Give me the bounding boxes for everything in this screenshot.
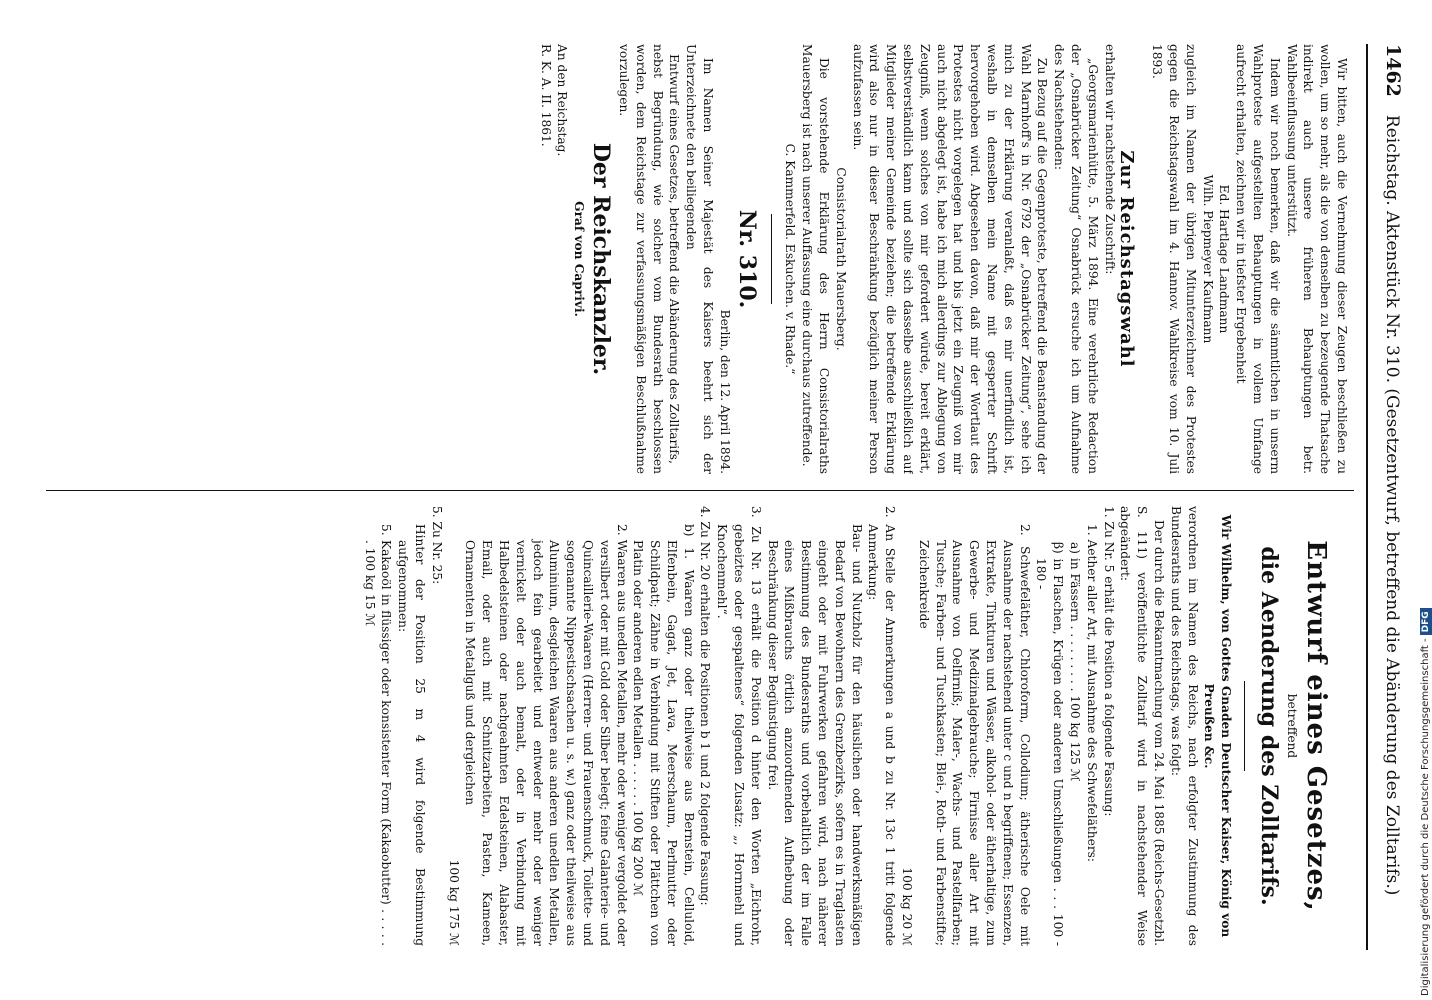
signer-name: Graf von Caprivi.: [572, 201, 587, 317]
credit-text: Digitalisierung gefördert durch die Deutsche Forschungsgemeinschaft -: [1420, 638, 1431, 996]
article: 2. An Stelle der Anmerkungen a und b zu Nr. 13c 1 tritt folgende Anmerkung:: [866, 506, 898, 946]
paragraph: Im Namen Seiner Majestät des Kaisers beehrt sich der Unterzeichnete den beiliegenden: [684, 44, 715, 474]
article: 4. Zu Nr. 20 erhalten die Positionen b 1 und 2 folgende Fassung:: [698, 506, 713, 906]
article-sub: 5. Kakaoöl in flüssiger oder konsistenter Form (Kakaobutter) . . . . . . 100 kg 15 ℳ: [362, 524, 394, 946]
bill-heading: Entwurf eines Gesetzes,: [1301, 540, 1331, 912]
right-column: [46, 506, 1350, 946]
article-sub: 1. Aether aller Art, mit Ausnahme des Schwefeläthers:: [1084, 524, 1099, 863]
article: 1. Zu Nr. 5 erhält die Position a folgende Fassung:: [1101, 506, 1116, 817]
paragraph: Wir bitten, auch die Vernehmung dieser Zeugen beschließen zu wollen, um so mehr, als die von denselben zu bezeugende Thatsache indirekt auch unsere früheren Behauptungen betr. Wahlbeeinflussung unterstützt.: [1284, 44, 1349, 474]
page-header: [1366, 44, 1404, 950]
paragraph: nebst Begründung, wie solcher vom Bundesrath beschlossen worden, dem Reichstage zur verfassungsmäßigen Beschlußnahme vorzulegen.: [616, 44, 665, 474]
paragraph: erhalten wir nachstehende Zuschrift:: [1102, 44, 1117, 275]
article-sub: b) 1. Waaren ganz oder theilweise aus Bernstein, Celluloid, Elfenbein, Gagat, Jet, Lava, Meerschaum, Perlmutter oder Schildpatt; Zähne in Verbindung mit Stiften oder Plättchen von Platin oder anderen edlen Metallen . . . . . . 100 kg 200 ℳ: [631, 524, 696, 946]
reference: R. K. A. II. 1861.: [538, 44, 553, 147]
article-text: Hinter der Position 25 m 4 wird folgende Bestimmung aufgenommen:: [396, 524, 427, 946]
article-sub: a) in Fässern . . . . . . . . . 100 kg 125 ℳ: [1068, 542, 1083, 782]
page-number: 1462: [1382, 44, 1404, 97]
signature: Ed. Hartlage Landmann: [1217, 184, 1232, 334]
paragraph: Zu Bezug auf die Gegenproteste, betreffend die Beanstandung der Wahl Marnhoff's in Nr. 6792 der „Osnabrücker Zeitung“, sehe ich mich zu der Erklärung veranlaßt, daß es mir unerfindlich ist, weshalb in demselben mein Name mit gesperrter Schrift hervorgehoben wird. Abgesehen davon, daß mir der Wortlaut des Protestes nicht vorgelegen hat und bis jetzt ein Zeugniß von mir auch nicht abgelegt ist, habe ich mich allerdings zur Ablegung von Zeugniß, wenn solches von mir gefordert würde, bereit erklärt, selbstverständlich kann und sollte sich dasselbe ausschließlich auf Mitglieder meiner Gemeinde beziehen; die betreffende Erklärung wird also nur in dieser Beschränkung bezüglich meiner Person aufzufassen sein.: [850, 44, 1050, 474]
column-divider: [46, 490, 1354, 491]
tariff-rate: 100 kg 175 ℳ: [446, 859, 461, 946]
article: 5. Zu Nr. 25:: [429, 506, 444, 585]
enacting-formula: Wir Wilhelm, von Gottes Gnaden Deutscher Kaiser, König von Preußen &c.: [1202, 514, 1234, 938]
tariff-rate: 100 kg 20 ℳ: [900, 867, 915, 946]
signature: Wilh. Piepmeyer Kaufmann: [1200, 174, 1215, 344]
signature: C. Kammerfeld. Eskuchen. v. Rhade.“: [783, 143, 798, 375]
bill-title: Entwurf eines Gesetzes, betreffend die Abänderung des Zolltarifs,: [667, 54, 682, 464]
bill-heading-main: die Aenderung des Zolltarifs.: [1256, 546, 1283, 906]
paragraph: Die vorstehende Erklärung des Herrn Consistorialraths Mauersberg ist nach unserer Auffassung eine durchaus zutreffende.: [800, 44, 832, 474]
digitization-credit: [1420, 611, 1432, 996]
paragraph: verordnen im Namen des Reichs, nach erfolgter Zustimmung des Bundesraths und des Reichstags, was folgt:: [1168, 506, 1200, 946]
place-date: Berlin, den 12. April 1894.: [717, 309, 732, 474]
article-sub: 2. Schwefeläther, Chloroform, Collodium; ätherische Oele mit Ausnahme der nachstehend unter c und n begriffenen; Essenzen, Extrakte, Tinkturen und Wässer, alkohol- oder ätherhaltige, zum Gewerbe- und Medizinalgebrauche; Firnisse aller Art mit Ausnahme von Oelfirniß; Maler-, Wachs- und Pastellfarben; Tusche; Farben- und Tuschkasten; Blei-, Roth- und Farbenstifte; Zeichenkreide: [916, 524, 1032, 946]
article-sub: 2. Waaren aus unedlen Metallen, mehr oder weniger vergoldet oder versilbert oder mit Gold oder Silber belegt; feine Galanterie- und Quincaillerie-Waaren (Herren- und Frauenschmuck, Toilette- und sogenannte Nippestischsachen u. s. w.) ganz oder theilweise aus Aluminium, desgleichen Waaren aus anderen unedlen Metallen, jedoch fein gearbeitet und entweder mehr oder weniger vernickelt oder auch bemalt, oder in Verbindung mit Halbedelsteinen oder nachgeahmten Edelsteinen, Alabaster, Email, oder auch mit Schnitzarbeiten, Pasten, Kameen, Ornamenten in Metallguß und dergleichen: [463, 524, 629, 946]
document-page: [6, 20, 1426, 980]
addressee: An den Reichstag.: [555, 44, 570, 157]
article-sub: β) in Flaschen, Krügen oder anderen Umschließungen . . . 100 - 180 -: [1034, 542, 1066, 946]
article: 3. Zu Nr. 13 erhält die Position d hinter den Worten „Eichrohr, gebeiztes oder gespaltenes“ folgenden Zusatz: „, Hornmehl und Knochenmehl“.: [715, 506, 763, 946]
divider: [771, 214, 772, 304]
left-column: [46, 44, 1350, 474]
paragraph: Indem wir noch bemerken, daß wir die sämmtlichen in unserm Wahlproteste aufgestellten Behauptungen in vollem Umfange aufrecht erhalten, zeichnen wir in tiefster Ergebenheit: [1234, 44, 1282, 474]
paragraph: zugleich im Namen der übrigen Mitunterzeichner des Protestes gegen die Reichstagswahl im 4. Hannov. Wahlkreise vom 10. Juli 1893.: [1150, 44, 1198, 474]
bill-heading-sub: betreffend: [1285, 693, 1299, 759]
signer-title: Der Reichskanzler.: [588, 142, 615, 376]
signature: Consistorialrath Mauersberg.: [833, 167, 848, 351]
divider: [1244, 681, 1245, 771]
paragraph: Der durch die Bekanntmachung vom 24. Mai 1885 (Reichs-Gesetzbl. S. 111) veröffentlichte Zolltarif wird in nachstehender Weise abgeändert:: [1118, 506, 1167, 946]
section-title: Zur Reichstagswahl: [1116, 150, 1138, 368]
running-title: Reichstag. Aktenstück Nr. 310. (Gesetzentwurf, betreffend die Abänderung des Zolltarifs.): [1382, 114, 1402, 896]
document-number: Nr. 310.: [733, 209, 760, 309]
paragraph: „Georgsmarienhütte, 5. März 1894. Eine verehrliche Redaction der „Osnabrücker Zeitung“ Osnabrück ersuche ich um Aufnahme des Nachstehenden:: [1052, 44, 1100, 474]
dfg-logo: DFG: [1420, 608, 1432, 635]
article-text: Bau- und Nutzholz für den häuslichen oder handwerksmäßigen Bedarf von Bewohnern des Grenzbezirks, sofern es in Traglasten eingeht oder mit Fuhrwerken gefahren wird, nach näherer Bestimmung des Bundesraths und vorbehaltlich der im Falle eines Mißbrauchs örtlich anzuordnenden Aufhebung oder Beschränkung dieser Begünstigung frei.: [765, 524, 864, 946]
